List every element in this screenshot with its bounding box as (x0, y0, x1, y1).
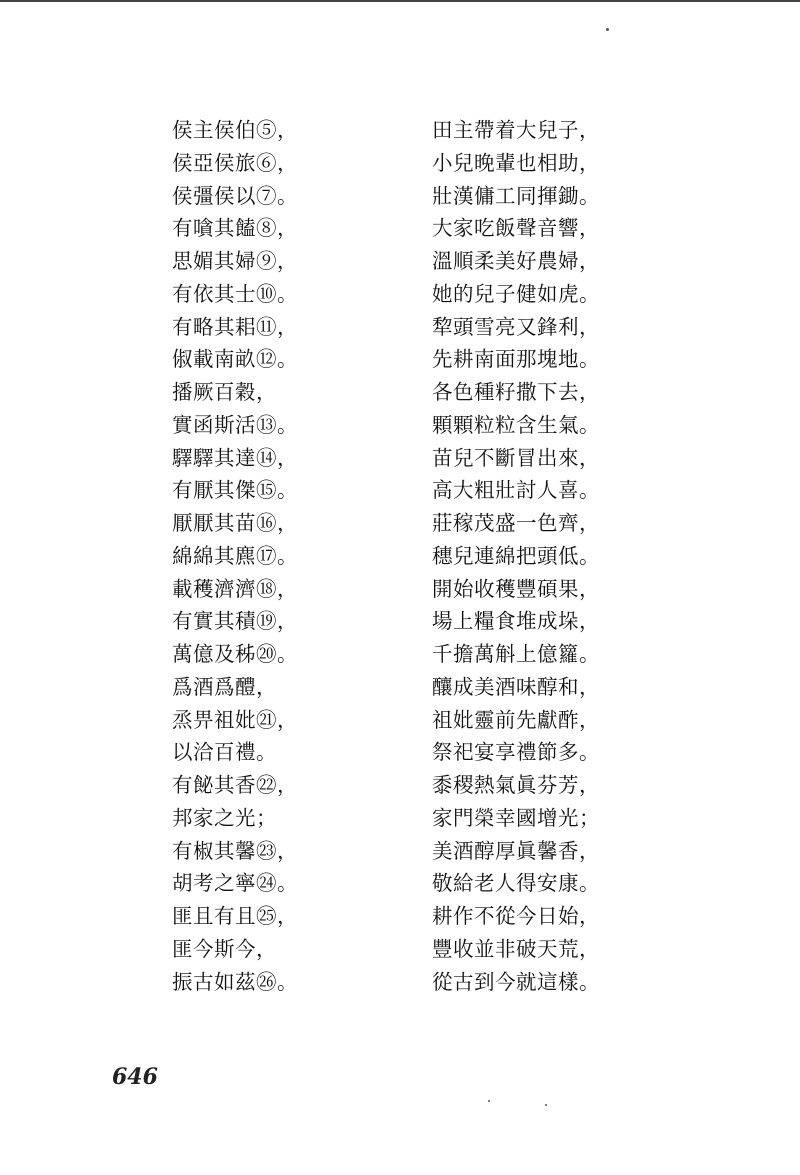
original-line: 有飶其香㉒， (172, 773, 298, 797)
original-line: 載穫濟濟⑱， (172, 576, 298, 601)
original-line: 侯彊侯以⑦。 (172, 183, 298, 208)
translation-line: 穗兒連綿把頭低。 (432, 543, 600, 568)
original-line: 萬億及秭⑳。 (172, 642, 298, 666)
original-line: 實函斯活⑬。 (172, 412, 298, 437)
translation-line: 她的兒子健如虎。 (432, 281, 600, 306)
original-line: 有依其士⑩。 (172, 281, 298, 306)
original-line: 俶載南畝⑫。 (172, 347, 298, 372)
translation-line: 溫順柔美好農婦， (432, 249, 600, 273)
translation-line: 祭祀宴享禮節多。 (432, 740, 600, 765)
original-line: 有嗿其饁⑧， (172, 216, 298, 241)
translation-line: 苗兒不斷冒出來， (432, 445, 600, 470)
translation-line: 祖妣靈前先獻酢， (432, 707, 600, 732)
translation-line: 家門榮幸國增光； (432, 805, 600, 830)
original-line: 胡考之寧㉔。 (172, 871, 298, 896)
translation-line: 開始收穫豐碩果， (432, 576, 600, 601)
translation-line: 顆顆粒粒含生氣。 (432, 412, 600, 437)
translation-line: 大家吃飯聲音響， (432, 216, 600, 241)
original-line: 播厥百穀， (172, 380, 277, 404)
translation-line: 高大粗壯討人喜。 (432, 478, 600, 503)
original-line: 驛驛其達⑭， (172, 445, 298, 470)
translation-line: 豐收並非破天荒， (432, 936, 600, 961)
original-line: 有椒其馨㉓， (172, 838, 298, 863)
translation-line: 美酒醇厚眞馨香， (432, 838, 600, 863)
original-line: 振古如茲㉖。 (172, 969, 298, 994)
original-line: 匪且有且㉕， (172, 904, 298, 928)
page-number: 646 (112, 1064, 158, 1090)
scan-speck (488, 1100, 490, 1102)
translation-line: 各色種籽撒下去， (432, 380, 600, 404)
original-line: 綿綿其麃⑰。 (172, 543, 298, 568)
original-line: 厭厭其苗⑯， (172, 511, 298, 535)
translation-line: 敬給老人得安康。 (432, 871, 600, 896)
translation-line: 黍稷熱氣眞芬芳， (432, 773, 600, 797)
translation-line: 莊稼茂盛一色齊， (432, 511, 600, 535)
original-line: 侯亞侯旅⑥， (172, 150, 298, 175)
original-line: 有實其積⑲， (172, 609, 298, 634)
original-line: 以洽百禮。 (172, 740, 277, 765)
original-line: 邦家之光； (172, 805, 277, 830)
translation-line: 從古到今就這樣。 (432, 969, 600, 994)
original-line: 有略其耜⑪， (172, 314, 298, 339)
translation-line: 釀成美酒味醇和， (432, 674, 600, 699)
scan-speck (606, 28, 609, 31)
original-line: 有厭其傑⑮。 (172, 478, 298, 503)
translation-line: 犂頭雪亮又鋒利， (432, 314, 600, 339)
original-line: 烝畀祖妣㉑， (172, 707, 298, 732)
translation-line: 田主帶着大兒子， (432, 118, 600, 142)
original-line: 思媚其婦⑨， (172, 249, 298, 273)
translation-line: 先耕南面那塊地。 (432, 347, 600, 372)
translation-line: 耕作不從今日始， (432, 904, 600, 928)
original-line: 爲酒爲醴， (172, 674, 277, 699)
translation-line: 場上糧食堆成垛， (432, 609, 600, 634)
translation-line: 小兒晚輩也相助， (432, 150, 600, 175)
original-line: 侯主侯伯⑤， (172, 118, 298, 142)
scan-speck (545, 1104, 547, 1106)
top-rule (0, 0, 800, 2)
translation-line: 千擔萬斛上億籮。 (432, 642, 600, 666)
translation-column (432, 114, 652, 998)
translation-line: 壯漢傭工同揮鋤。 (432, 183, 600, 208)
original-line: 匪今斯今， (172, 936, 277, 961)
original-poem-column (172, 114, 372, 998)
